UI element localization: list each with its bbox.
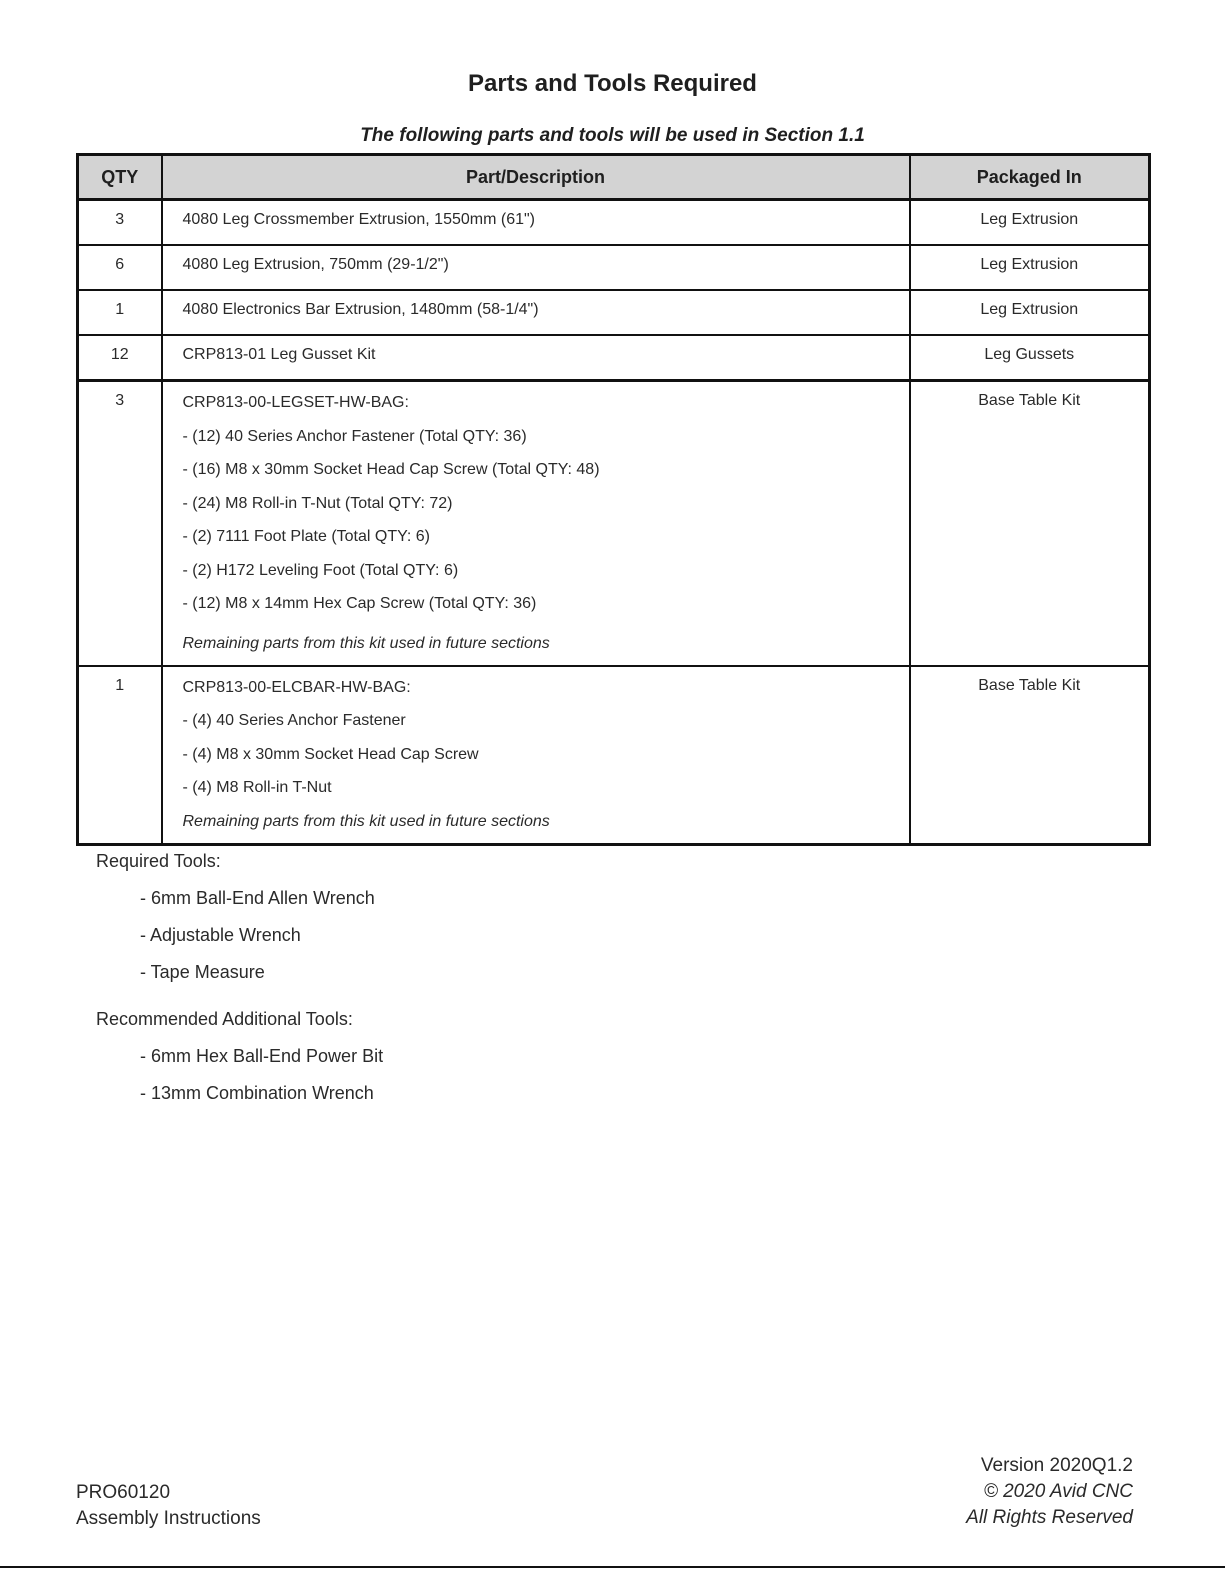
row-qty: 1	[78, 290, 162, 335]
version-label: Version 2020Q1.2	[980, 1455, 1133, 1476]
kit-contents	[162, 666, 910, 845]
table-row	[78, 290, 1150, 335]
kit-item: - (4) 40 Series Anchor Fastener	[182, 712, 406, 729]
table-row	[78, 200, 1150, 246]
kit-item: - (2) H172 Leveling Foot (Total QTY: 6)	[182, 561, 459, 579]
table-header-row	[78, 155, 1150, 200]
table-row-legset-kit	[78, 381, 1150, 666]
kit-item: - (12) 40 Series Anchor Fastener (Total QTY: 36)	[182, 427, 527, 445]
kit-item: - (2) 7111 Foot Plate (Total QTY: 6)	[182, 528, 431, 545]
footer-right	[966, 1453, 1133, 1531]
rights-label: All Rights Reserved	[966, 1507, 1133, 1528]
row-qty: 3	[78, 200, 162, 246]
kit-item: - (16) M8 x 30mm Socket Head Cap Screw (Total QTY: 48)	[182, 461, 600, 478]
recommended-tools-heading: Recommended Additional Tools:	[96, 1009, 353, 1029]
row-packaged-in: Base Table Kit	[910, 381, 1150, 666]
column-header-description: Part/Description	[162, 155, 910, 200]
tool-item: - Adjustable Wrench	[140, 925, 301, 945]
row-packaged-in: Leg Extrusion	[910, 200, 1150, 246]
row-packaged-in: Leg Extrusion	[910, 290, 1150, 335]
kit-note: Remaining parts from this kit used in future sections	[182, 812, 550, 830]
row-packaged-in: Base Table Kit	[910, 666, 1150, 845]
document-type: Assembly Instructions	[76, 1508, 261, 1529]
kit-item: - (4) M8 Roll-in T-Nut	[182, 779, 332, 796]
tools-section	[96, 849, 383, 1118]
tool-item: - Tape Measure	[140, 962, 265, 982]
document-number: PRO60120	[76, 1482, 171, 1503]
copyright-label: © 2020 Avid CNC	[983, 1481, 1133, 1502]
footer-divider	[0, 1566, 1225, 1568]
row-packaged-in: Leg Gussets	[910, 335, 1150, 381]
table-row	[78, 335, 1150, 381]
column-header-qty: QTY	[78, 155, 162, 200]
footer-left	[76, 1480, 261, 1532]
parts-table	[76, 153, 1151, 846]
tool-item: - 6mm Hex Ball-End Power Bit	[140, 1046, 384, 1066]
table-row-elcbar-kit	[78, 666, 1150, 845]
row-description: CRP813-01 Leg Gusset Kit	[162, 335, 910, 381]
row-qty: 1	[78, 666, 162, 845]
row-qty: 6	[78, 245, 162, 290]
row-description: 4080 Electronics Bar Extrusion, 1480mm (58-1/4")	[162, 290, 910, 335]
required-tools-heading: Required Tools:	[96, 851, 221, 871]
row-description: 4080 Leg Extrusion, 750mm (29-1/2")	[162, 245, 910, 290]
page-subtitle: The following parts and tools will be used in Section 1.1	[360, 125, 865, 146]
table-row	[78, 245, 1150, 290]
kit-item: - (12) M8 x 14mm Hex Cap Screw (Total QTY: 36)	[182, 595, 537, 612]
page-title: Parts and Tools Required	[468, 70, 757, 97]
tool-item: - 6mm Ball-End Allen Wrench	[140, 888, 375, 908]
row-description: 4080 Leg Crossmember Extrusion, 1550mm (61")	[162, 200, 910, 246]
kit-name: CRP813-00-LEGSET-HW-BAG:	[182, 394, 409, 411]
kit-item: - (4) M8 x 30mm Socket Head Cap Screw	[182, 745, 479, 763]
column-header-packaged-in: Packaged In	[910, 155, 1150, 200]
kit-item: - (24) M8 Roll-in T-Nut (Total QTY: 72)	[182, 494, 453, 512]
kit-name: CRP813-00-ELCBAR-HW-BAG:	[182, 678, 411, 696]
kit-note: Remaining parts from this kit used in future sections	[182, 634, 550, 652]
row-packaged-in: Leg Extrusion	[910, 245, 1150, 290]
kit-contents	[162, 381, 910, 666]
row-qty: 3	[78, 381, 162, 666]
tool-item: - 13mm Combination Wrench	[140, 1083, 374, 1103]
row-qty: 12	[78, 335, 162, 381]
